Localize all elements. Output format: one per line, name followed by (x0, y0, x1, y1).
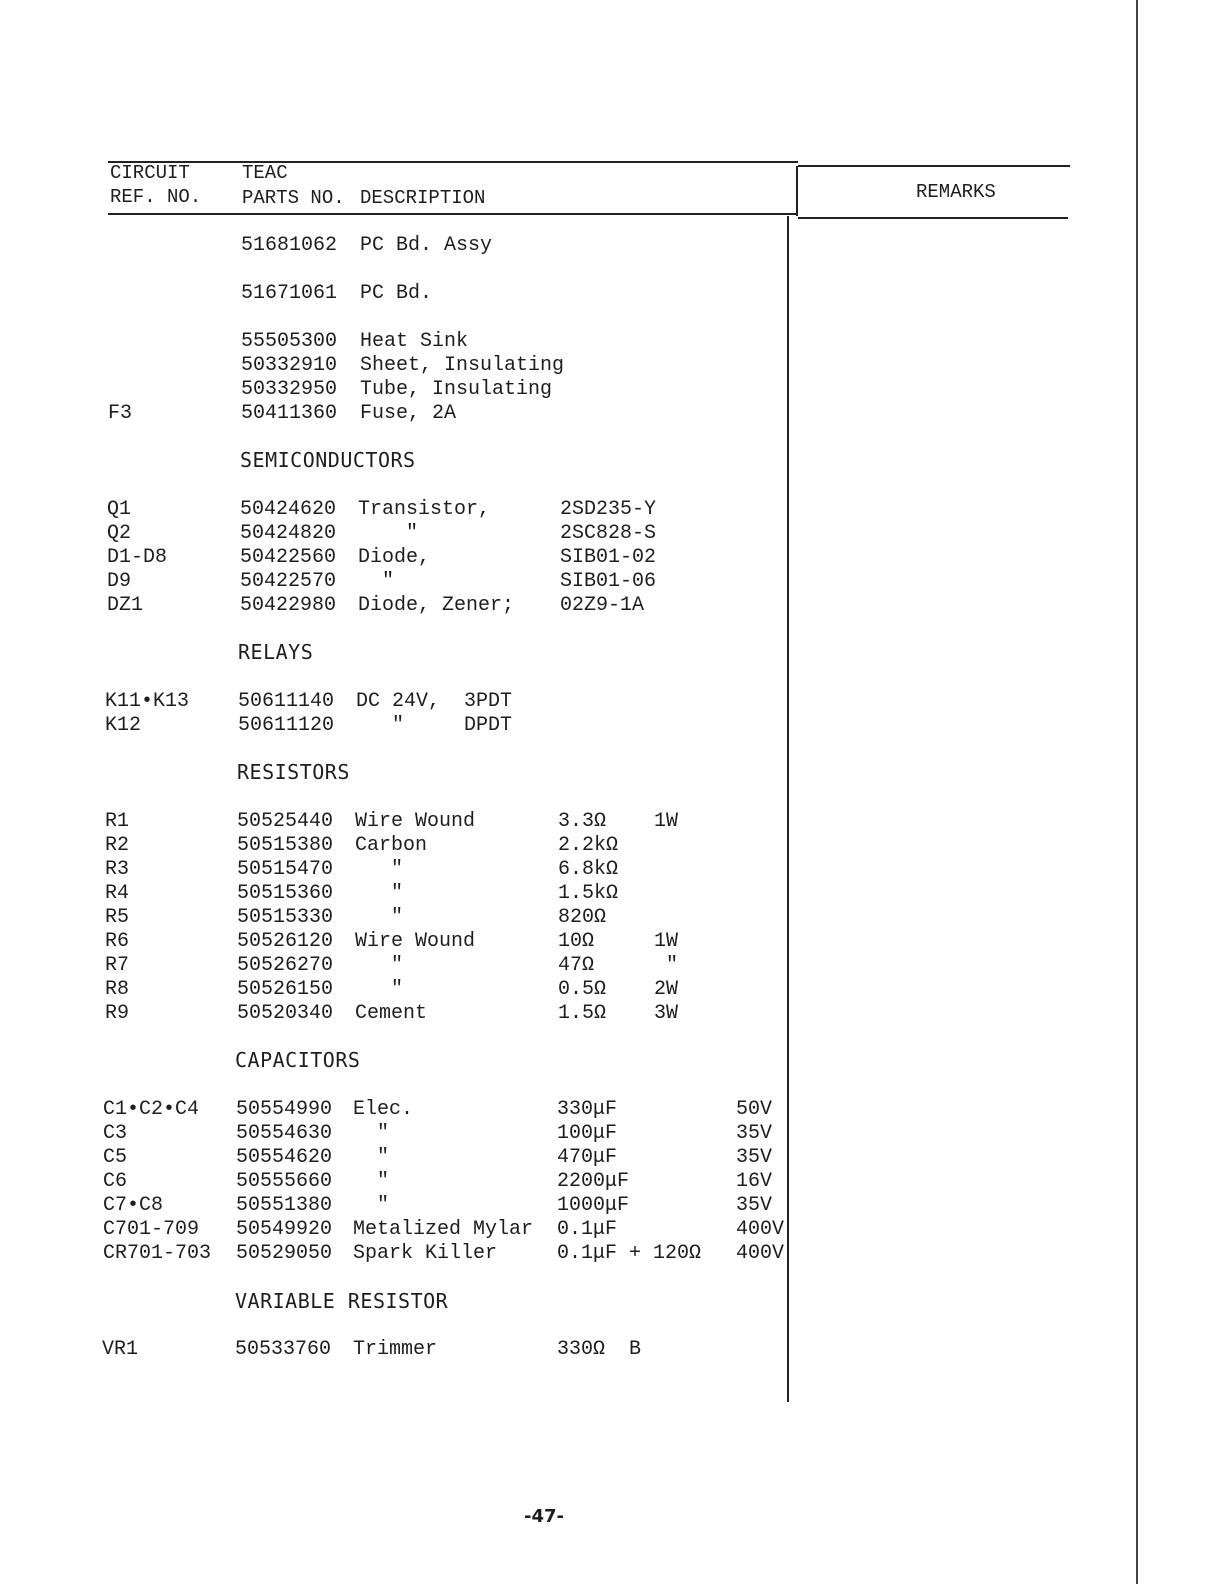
rating-cell: 3W (654, 1002, 679, 1025)
description-cell: Spark Killer (353, 1242, 498, 1265)
part-number-cell: 51681062 (241, 234, 338, 257)
description-cell: Fuse, 2A (360, 402, 457, 425)
column-divider (796, 166, 798, 216)
table-row (0, 1098, 800, 1122)
part-number-cell: 50515330 (237, 906, 334, 929)
part-number-cell: 50554990 (236, 1098, 333, 1121)
voltage-cell: 35V (736, 1146, 773, 1169)
ref-cell: R3 (105, 858, 130, 881)
part-number-cell: 50332950 (241, 378, 338, 401)
part-number-cell: 55505300 (241, 330, 338, 353)
part-number-cell: 50551380 (236, 1194, 333, 1217)
value-cell: 820Ω (558, 906, 607, 929)
part-number-cell: 51671061 (241, 282, 338, 305)
ref-cell: Q2 (107, 522, 132, 545)
voltage-cell: 400V (736, 1218, 785, 1241)
ref-cell: R5 (105, 906, 130, 929)
table-row (0, 714, 800, 738)
ref-cell: K11•K13 (105, 690, 190, 713)
part-number-cell: 50611120 (238, 714, 335, 737)
value-cell: 0.1μF + 120Ω (557, 1242, 702, 1265)
part-number-cell: 50520340 (237, 1002, 334, 1025)
description-cell: Sheet, Insulating (360, 354, 565, 377)
table-row (0, 234, 800, 258)
description-cell: " (353, 1194, 390, 1217)
ref-cell: R6 (105, 930, 130, 953)
value-cell: 0.1μF (557, 1218, 618, 1241)
table-row (0, 978, 800, 1002)
value-cell: 2.2kΩ (558, 834, 619, 857)
ref-cell: R1 (105, 810, 130, 833)
table-row (0, 1170, 800, 1194)
table-row (0, 1122, 800, 1146)
part-number-cell: 50424620 (240, 498, 337, 521)
table-row (0, 522, 800, 546)
part-number-cell: 50611140 (238, 690, 335, 713)
ref-cell: C6 (103, 1170, 128, 1193)
header-circuit-ref-1: CIRCUIT (110, 162, 190, 184)
table-row (0, 498, 800, 522)
section-title-capacitors: CAPACITORS (235, 1048, 361, 1072)
part-number-cell: 50526120 (237, 930, 334, 953)
table-row (0, 1218, 800, 1242)
description-cell: PC Bd. Assy (360, 234, 493, 257)
description-cell: Transistor, (358, 498, 491, 521)
description-cell: " (355, 882, 404, 905)
description-cell: Diode, (358, 546, 431, 569)
table-row (0, 378, 800, 402)
ref-cell: C701-709 (103, 1218, 200, 1241)
description-cell: Cement (355, 1002, 428, 1025)
part-number-cell: 50525440 (237, 810, 334, 833)
value-cell: SIB01-02 (560, 546, 657, 569)
part-number-cell: 50549920 (236, 1218, 333, 1241)
table-row (0, 1338, 800, 1362)
voltage-cell: 50V (736, 1098, 773, 1121)
ref-cell: C1•C2•C4 (103, 1098, 200, 1121)
header-teac: TEAC (242, 162, 288, 184)
header-circuit-ref-2: REF. NO. (110, 186, 202, 208)
ref-cell: R2 (105, 834, 130, 857)
description-cell: Trimmer (353, 1338, 438, 1361)
table-row (0, 1002, 800, 1026)
description-cell: " (355, 906, 404, 929)
ref-cell: VR1 (102, 1338, 139, 1361)
description-cell: Elec. (353, 1098, 414, 1121)
header-description: DESCRIPTION (360, 187, 486, 209)
description-cell: Tube, Insulating (360, 378, 553, 401)
header-remarks: REMARKS (916, 181, 996, 203)
section-title-relays: RELAYS (238, 640, 314, 664)
part-number-cell: 50515360 (237, 882, 334, 905)
part-number-cell: 50411360 (241, 402, 338, 425)
voltage-cell: 35V (736, 1122, 773, 1145)
voltage-cell: 400V (736, 1242, 785, 1265)
description-cell: " (358, 522, 419, 545)
remarks-bottom-rule (798, 217, 1068, 219)
description-cell: " (355, 858, 404, 881)
value-cell: SIB01-06 (560, 570, 657, 593)
remarks-top-rule (798, 165, 1070, 167)
ref-cell: R9 (105, 1002, 130, 1025)
table-row (0, 402, 800, 426)
description-cell: " (358, 570, 395, 593)
description-cell: Metalized Mylar (353, 1218, 534, 1241)
page-edge-line (1136, 0, 1138, 1584)
value-cell: 470μF (557, 1146, 618, 1169)
ref-cell: R4 (105, 882, 130, 905)
table-row (0, 834, 800, 858)
value-cell: 1000μF (557, 1194, 630, 1217)
description-cell: Wire Wound (355, 810, 476, 833)
description-cell: " (353, 1122, 390, 1145)
part-number-cell: 50554620 (236, 1146, 333, 1169)
table-row (0, 690, 800, 714)
value-cell: 1.5Ω (558, 1002, 607, 1025)
ref-cell: D1-D8 (107, 546, 168, 569)
value-cell: 100μF (557, 1122, 618, 1145)
value-cell: 0.5Ω (558, 978, 607, 1001)
description-cell: " (353, 1170, 390, 1193)
description-cell: " DPDT (356, 714, 513, 737)
part-number-cell: 50526270 (237, 954, 334, 977)
ref-cell: R7 (105, 954, 130, 977)
ref-cell: C5 (103, 1146, 128, 1169)
table-row (0, 330, 800, 354)
table-row (0, 594, 800, 618)
ref-cell: C7•C8 (103, 1194, 164, 1217)
value-cell: 02Z9-1A (560, 594, 645, 617)
rating-cell: 1W (654, 810, 679, 833)
section-title-semiconductors: SEMICONDUCTORS (240, 448, 416, 472)
table-row (0, 810, 800, 834)
table-row (0, 954, 800, 978)
table-row (0, 282, 800, 306)
voltage-cell: 16V (736, 1170, 773, 1193)
value-cell: 6.8kΩ (558, 858, 619, 881)
description-cell: Diode, Zener; (358, 594, 515, 617)
ref-cell: D9 (107, 570, 132, 593)
section-title-variable-resistor: VARIABLE RESISTOR (235, 1289, 449, 1313)
ref-cell: F3 (108, 402, 133, 425)
rating-cell: " (654, 954, 679, 977)
value-cell: 330Ω B (557, 1338, 642, 1361)
ref-cell: R8 (105, 978, 130, 1001)
part-number-cell: 50526150 (237, 978, 334, 1001)
value-cell: 1.5kΩ (558, 882, 619, 905)
part-number-cell: 50515380 (237, 834, 334, 857)
table-row (0, 906, 800, 930)
part-number-cell: 50533760 (235, 1338, 332, 1361)
table-row (0, 882, 800, 906)
ref-cell: C3 (103, 1122, 128, 1145)
description-cell: " (355, 954, 404, 977)
description-cell: Wire Wound (355, 930, 476, 953)
value-cell: 2SD235-Y (560, 498, 657, 521)
table-row (0, 1194, 800, 1218)
description-cell: DC 24V, 3PDT (356, 690, 513, 713)
ref-cell: Q1 (107, 498, 132, 521)
description-cell: Heat Sink (360, 330, 469, 353)
description-cell: PC Bd. (360, 282, 433, 305)
value-cell: 2SC828-S (560, 522, 657, 545)
table-row (0, 858, 800, 882)
table-row (0, 1242, 800, 1266)
part-number-cell: 50424820 (240, 522, 337, 545)
value-cell: 3.3Ω (558, 810, 607, 833)
value-cell: 10Ω (558, 930, 595, 953)
description-cell: " (355, 978, 404, 1001)
part-number-cell: 50529050 (236, 1242, 333, 1265)
header-top-rule (108, 161, 798, 163)
part-number-cell: 50422570 (240, 570, 337, 593)
ref-cell: CR701-703 (103, 1242, 212, 1265)
header-parts-no: PARTS NO. (242, 187, 345, 209)
value-cell: 330μF (557, 1098, 618, 1121)
ref-cell: DZ1 (107, 594, 144, 617)
part-number-cell: 50422560 (240, 546, 337, 569)
rating-cell: 1W (654, 930, 679, 953)
table-row (0, 570, 800, 594)
rating-cell: 2W (654, 978, 679, 1001)
voltage-cell: 35V (736, 1194, 773, 1217)
part-number-cell: 50332910 (241, 354, 338, 377)
part-number-cell: 50515470 (237, 858, 334, 881)
table-row (0, 354, 800, 378)
table-row (0, 1146, 800, 1170)
description-cell: Carbon (355, 834, 428, 857)
header-bottom-rule (108, 213, 798, 215)
value-cell: 2200μF (557, 1170, 630, 1193)
part-number-cell: 50555660 (236, 1170, 333, 1193)
part-number-cell: 50422980 (240, 594, 337, 617)
table-row (0, 546, 800, 570)
ref-cell: K12 (105, 714, 142, 737)
value-cell: 47Ω (558, 954, 595, 977)
part-number-cell: 50554630 (236, 1122, 333, 1145)
description-cell: " (353, 1146, 390, 1169)
page-number: -47- (524, 1506, 564, 1527)
section-title-resistors: RESISTORS (237, 760, 350, 784)
table-row (0, 930, 800, 954)
